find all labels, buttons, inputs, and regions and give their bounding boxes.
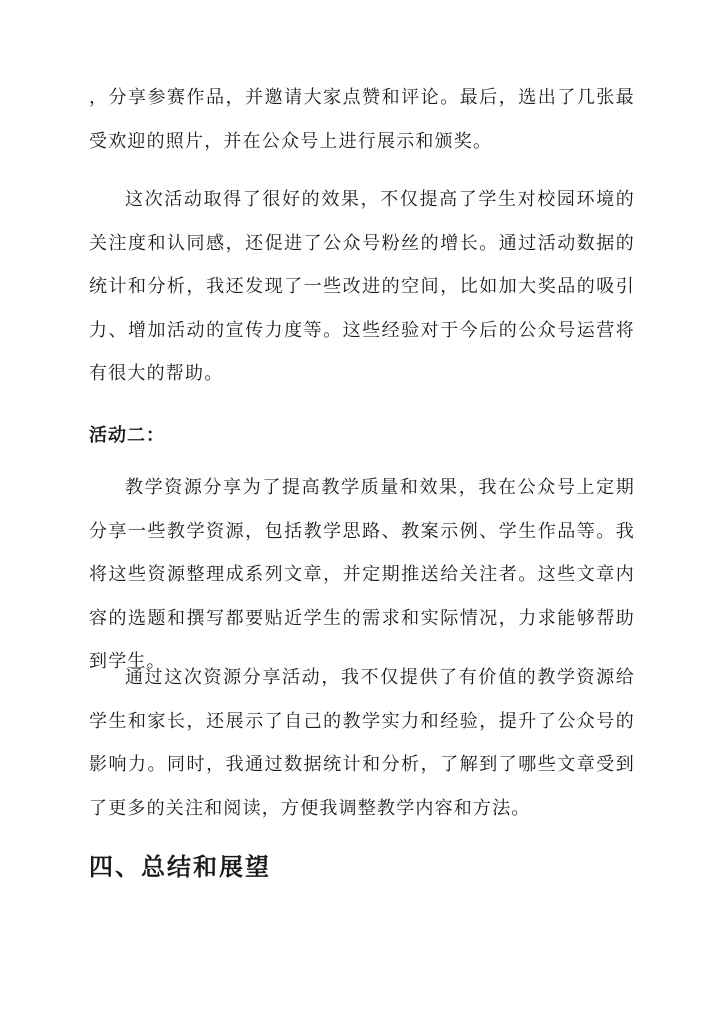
paragraph-resource-sharing: 教学资源分享为了提高教学质量和效果，我在公众号上定期分享一些教学资源，包括教学思路、教案示例、学生作品等。我将这些资源整理成系列文章，并定期推送给关注者。这些文章内容的选题和撰写都要贴近学生的需求和实际情况，力求能够帮助到学生。 (89, 477, 635, 672)
activity-two-heading: 活动二： (89, 425, 165, 446)
section-four-heading: 四、总结和展望 (89, 852, 271, 881)
paragraph-activity-results: 这次活动取得了很好的效果，不仅提高了学生对校园环境的关注度和认同感，还促进了公众号粉丝的增长。通过活动数据的统计和分析，我还发现了一些改进的空间，比如加大奖品的吸引力、增加活动的宣传力度等。这些经验对于今后的公众号运营将有很大的帮助。 (89, 189, 635, 384)
paragraph-continuation: ，分享参赛作品，并邀请大家点赞和评论。最后，选出了几张最受欢迎的照片，并在公众号上进行展示和颁奖。 (89, 87, 635, 152)
paragraph-resource-results: 通过这次资源分享活动，我不仅提供了有价值的教学资源给学生和家长，还展示了自己的教学实力和经验，提升了公众号的影响力。同时，我通过数据统计和分析，了解到了哪些文章受到了更多的关注和阅读，方便我调整教学内容和方法。 (89, 667, 635, 819)
